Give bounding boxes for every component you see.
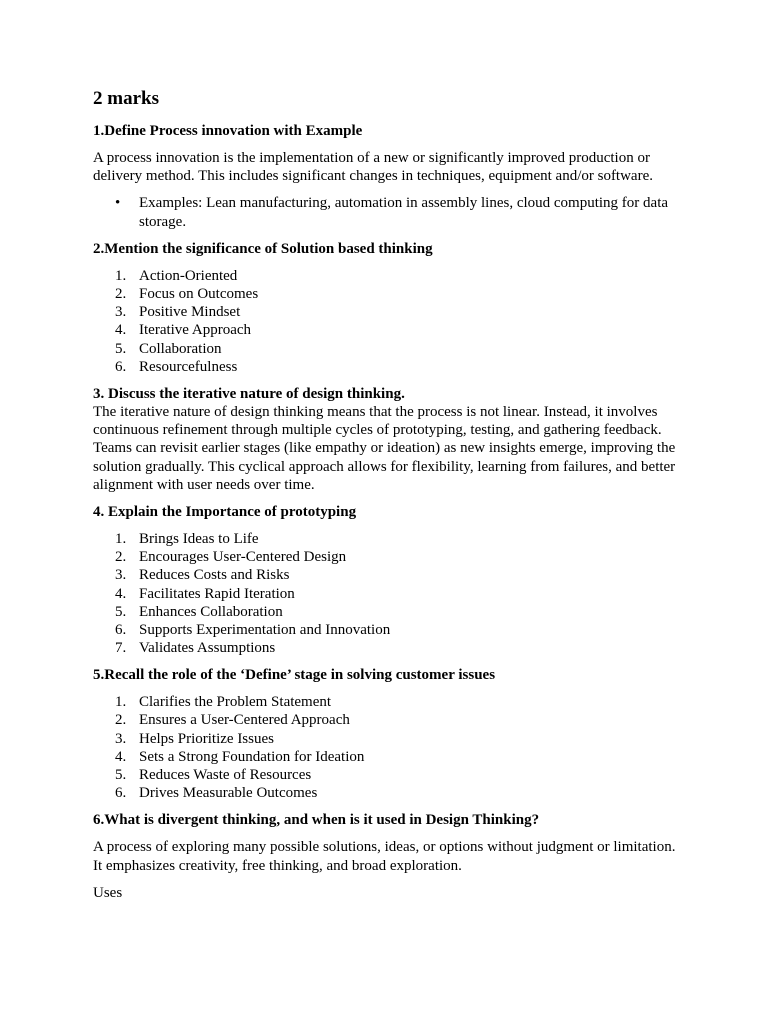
list-item — [93, 566, 678, 584]
list-item — [93, 711, 678, 729]
question-2-title: 2.Mention the significance of Solution based thinking — [93, 240, 433, 257]
list-text: Encourages User-Centered Design — [139, 549, 347, 566]
list-number: 3. — [115, 567, 127, 584]
list-number: 1. — [115, 694, 127, 711]
list-text: Resourcefulness — [139, 358, 238, 375]
list-number: 5. — [115, 603, 127, 620]
question-6-paragraph: A process of exploring many possible solutions, ideas, or options without judgment or limitation. It emphasizes creativity, free thinking, and broad exploration. — [93, 839, 676, 874]
list-number: 4. — [115, 585, 127, 602]
list-number: 1. — [115, 267, 127, 284]
list-text: Ensures a User-Centered Approach — [139, 712, 350, 729]
question-5-list — [93, 693, 678, 802]
list-text: Brings Ideas to Life — [139, 530, 259, 547]
list-item — [93, 639, 678, 657]
list-number: 4. — [115, 748, 127, 765]
list-text: Positive Mindset — [139, 304, 241, 321]
list-number: 7. — [115, 640, 127, 657]
bullet-item: • Examples: Lean manufacturing, automation in assembly lines, cloud computing for data storage. — [93, 194, 678, 230]
list-item — [93, 748, 678, 766]
list-item — [93, 621, 678, 639]
question-2-list — [93, 267, 678, 376]
question-4-list — [93, 530, 678, 657]
list-text: Iterative Approach — [139, 322, 252, 339]
list-text: Focus on Outcomes — [139, 286, 259, 302]
list-number: 5. — [115, 767, 127, 784]
list-text: Supports Experimentation and Innovation — [139, 621, 391, 638]
list-text: Action-Oriented — [139, 267, 238, 284]
question-4-title: 4. Explain the Importance of prototyping — [93, 503, 357, 520]
list-text: Collaboration — [139, 340, 222, 357]
list-text: Facilitates Rapid Iteration — [139, 585, 295, 602]
list-text: Reduces Waste of Resources — [139, 767, 312, 784]
list-text: Sets a Strong Foundation for Ideation — [139, 748, 365, 765]
list-number: 6. — [115, 358, 127, 375]
question-6-title: 6.What is divergent thinking, and when is it used in Design Thinking? — [93, 812, 540, 829]
list-item — [93, 285, 678, 303]
list-text: Helps Prioritize Issues — [139, 730, 274, 747]
list-number: 6. — [115, 621, 127, 638]
list-text: Clarifies the Problem Statement — [139, 694, 332, 711]
list-item — [93, 321, 678, 339]
list-item — [93, 603, 678, 621]
question-1-title: 1.Define Process innovation with Example — [93, 123, 363, 139]
list-number: 3. — [115, 730, 127, 747]
question-3-title: 3. Discuss the iterative nature of design thinking. — [93, 385, 405, 402]
list-item — [93, 303, 678, 321]
list-text: Drives Measurable Outcomes — [139, 785, 318, 802]
list-number: 6. — [115, 785, 127, 802]
list-number: 2. — [115, 286, 127, 302]
list-item — [93, 340, 678, 358]
list-item — [93, 530, 678, 548]
list-item — [93, 548, 678, 566]
list-number: 1. — [115, 530, 127, 547]
page-heading: 2 marks — [93, 88, 159, 109]
list-number: 2. — [115, 712, 127, 729]
list-item — [93, 766, 678, 784]
list-item — [93, 267, 678, 285]
question-3-paragraph: The iterative nature of design thinking means that the process is not linear. Instead, it involves continuous refinement through multiple cycles of prototyping, testing, and gathering feedback. Teams can revisit earlier stages (like empathy or ideation) as new insights emerge, improving the solution gradually. This cyclical approach allows for flexibility, learning from failures, and better alignment with user needs over time. — [93, 403, 676, 493]
list-item — [93, 784, 678, 802]
list-item — [93, 585, 678, 603]
list-item — [93, 358, 678, 376]
list-number: 4. — [115, 322, 127, 339]
question-6-uses-label: Uses — [93, 884, 123, 901]
list-text: Reduces Costs and Risks — [139, 567, 290, 584]
list-number: 5. — [115, 340, 127, 357]
list-text: Validates Assumptions — [139, 640, 276, 657]
list-item — [93, 693, 678, 711]
list-number: 2. — [115, 549, 127, 566]
question-1-paragraph: A process innovation is the implementation of a new or significantly improved production or delivery method. This includes significant changes in techniques, equipment and/or software. — [93, 150, 653, 185]
list-number: 3. — [115, 304, 127, 321]
list-item — [93, 730, 678, 748]
question-1-bullet-list — [93, 194, 678, 230]
question-5-title: 5.Recall the role of the ‘Define’ stage in solving customer issues — [93, 667, 496, 684]
list-text: Enhances Collaboration — [139, 603, 283, 620]
